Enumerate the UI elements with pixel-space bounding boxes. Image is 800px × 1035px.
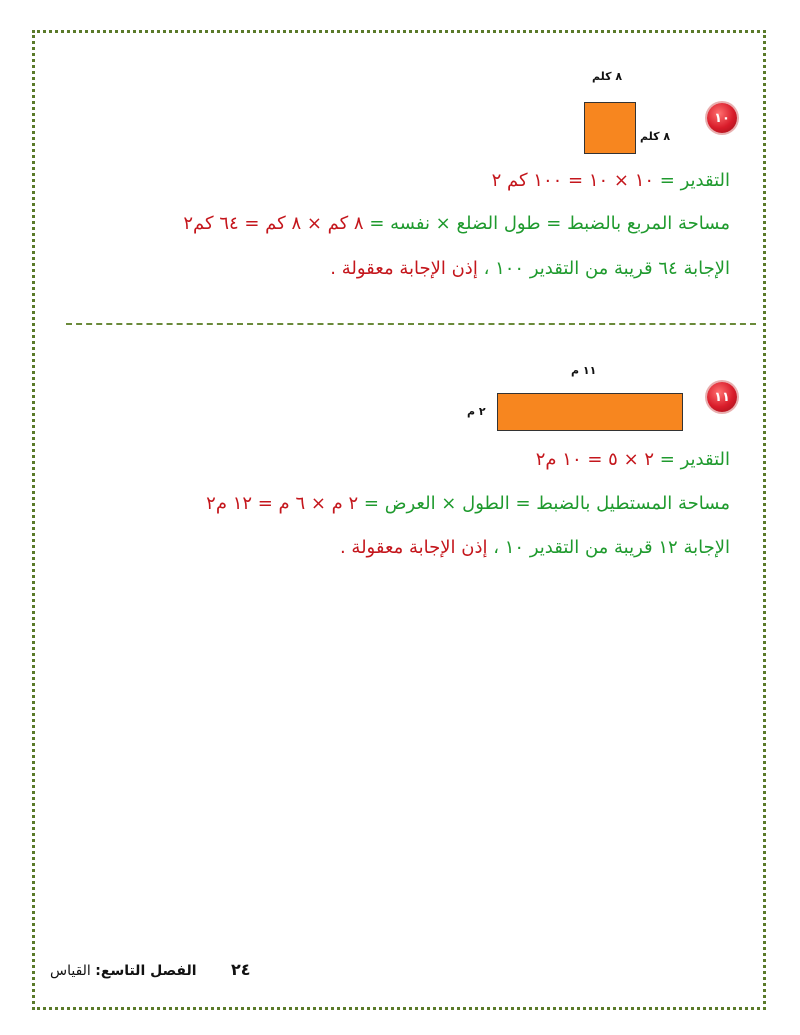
conclusion-line-11	[340, 537, 730, 558]
chapter-title: الفصل التاسع:	[95, 963, 197, 979]
estimate-line-11	[536, 449, 730, 470]
estimate-label: التقدير =	[659, 449, 730, 470]
exact-value: ٨ كم × ٨ كم = ٦٤ كم٢	[183, 213, 364, 234]
exact-label: مساحة المربع بالضبط = طول الضلع × نفسه =	[369, 213, 730, 234]
rectangle-top-label: ١١ م	[571, 364, 597, 377]
estimate-line-10	[492, 170, 730, 191]
conclusion-part-b: إذن الإجابة معقولة .	[339, 537, 488, 558]
conclusion-part-b: إذن الإجابة معقولة .	[330, 258, 478, 279]
square-side-label: ٨ كلم	[640, 130, 671, 143]
square-top-label: ٨ كلم	[592, 70, 623, 83]
page-footer	[50, 960, 251, 979]
problem-number-badge-11: ١١	[707, 382, 737, 412]
estimate-value: ٢ × ٥ = ١٠ م٢	[535, 449, 655, 470]
conclusion-part-a: الإجابة ١٢ قريبة من التقدير ١٠ ،	[493, 537, 730, 558]
exact-value: ٢ م × ٦ م = ١٢ م٢	[206, 493, 359, 514]
section-divider	[66, 323, 756, 325]
exact-line-10	[183, 213, 730, 234]
exact-line-11	[206, 493, 730, 514]
rectangle-side-label: ٢ م	[467, 405, 486, 418]
chapter-topic: القياس	[50, 963, 91, 979]
rectangle-shape	[497, 393, 683, 431]
conclusion-line-10	[330, 258, 730, 279]
square-shape	[584, 102, 636, 154]
estimate-value: ١٠ × ١٠ = ١٠٠ كم ٢	[491, 170, 655, 191]
exact-label: مساحة المستطيل بالضبط = الطول × العرض =	[363, 493, 730, 514]
problem-number-badge-10: ١٠	[707, 103, 737, 133]
estimate-label: التقدير =	[659, 170, 730, 191]
page-number: ٢٤	[231, 960, 251, 979]
conclusion-part-a: الإجابة ٦٤ قريبة من التقدير ١٠٠ ،	[483, 258, 730, 279]
